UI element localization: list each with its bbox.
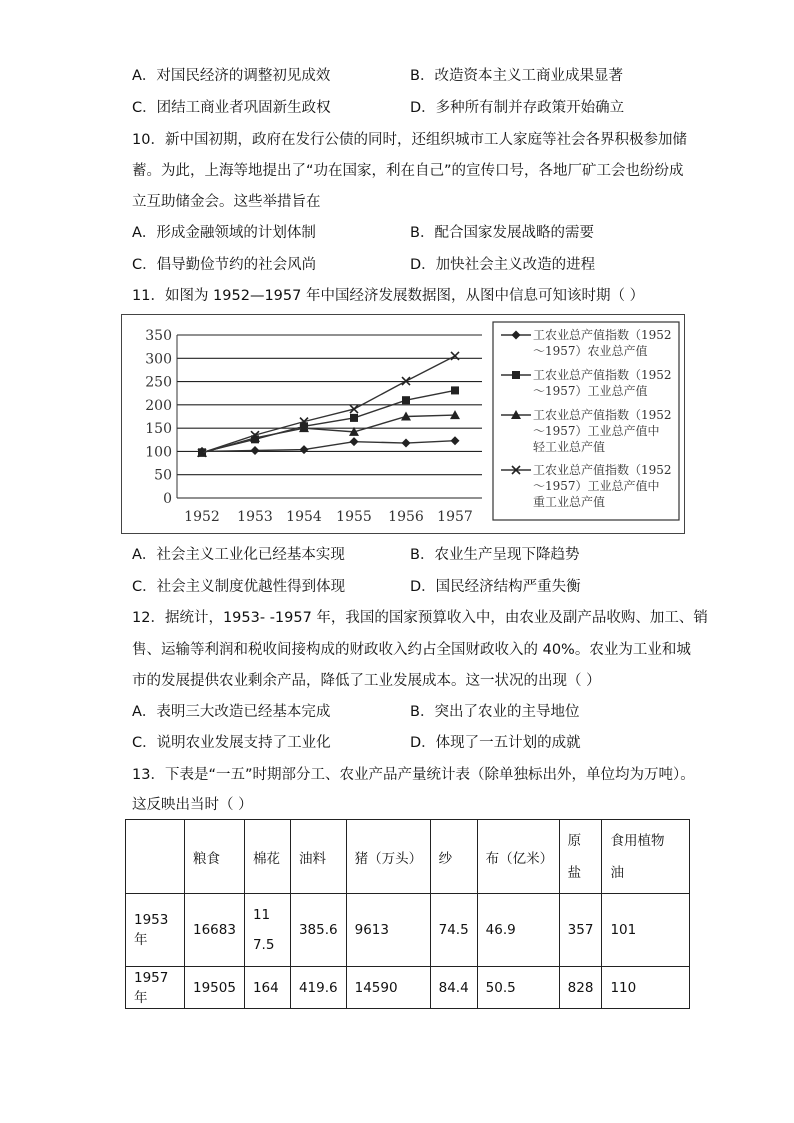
q13-stem-line2: 这反映出当时（ ）: [132, 797, 253, 813]
table-row: [126, 967, 690, 1009]
q10-option-a: A．形成金融领域的计划体制: [132, 225, 316, 241]
legend-label: ～1957）农业总产值: [533, 344, 648, 358]
q10-stem-line3: 立互助储金会。这些举措旨在: [132, 194, 321, 210]
square-marker: [402, 396, 410, 404]
q12-stem-line1: 12．据统计，1953- -1957 年，我国的国家预算收入中，由农业及副产品收购、加工、销: [132, 610, 708, 626]
table-cell: 419.6: [290, 967, 346, 1009]
q11-option-c: C．社会主义制度优越性得到体现: [132, 579, 346, 595]
table-cell: 357: [559, 894, 602, 967]
table-cell: 828: [559, 967, 602, 1009]
legend-label: ～1957）工业总产值中: [533, 479, 660, 493]
header-cell: 猪（万头）: [346, 820, 430, 894]
legend-label: 工农业总产值指数（1952: [533, 463, 672, 477]
q10-option-d: D．加快社会主义改造的进程: [410, 257, 596, 273]
table-cell: 9613: [346, 894, 430, 967]
x-tick-label: 1957: [437, 509, 473, 525]
series-line: [202, 415, 455, 453]
table-cell: 74.5: [430, 894, 477, 967]
diamond-marker: [350, 437, 359, 446]
table-cell: 164: [244, 967, 290, 1009]
table-cell: 50.5: [477, 967, 559, 1009]
y-tick-label: 350: [145, 328, 172, 344]
legend-label: 工农业总产值指数（1952: [533, 368, 672, 382]
legend-label: 工农业总产值指数（1952: [533, 328, 672, 342]
q11-option-d: D．国民经济结构严重失衡: [410, 579, 581, 595]
legend-label: 重工业总产值: [533, 495, 606, 509]
table-cell: 19505: [185, 967, 245, 1009]
chart-svg: [122, 315, 684, 533]
diamond-marker: [451, 436, 460, 445]
diamond-marker: [251, 446, 260, 455]
table-cell: 1957年: [126, 967, 185, 1009]
legend-label: ～1957）工业总产值: [533, 384, 648, 398]
legend-label: 轻工业总产值: [533, 440, 606, 454]
q12-option-b: B．突出了农业的主导地位: [410, 704, 580, 720]
table-cell: 101: [602, 894, 690, 967]
header-cell: 粮食: [185, 820, 245, 894]
table-cell: 46.9: [477, 894, 559, 967]
y-tick-label: 0: [163, 491, 172, 507]
table-cell: 1953年: [126, 894, 185, 967]
x-tick-label: 1954: [286, 509, 322, 525]
production-table: [125, 819, 690, 1009]
header-cell: [126, 820, 185, 894]
square-marker: [451, 386, 459, 394]
y-tick-label: 200: [145, 397, 172, 414]
y-tick-label: 100: [145, 444, 172, 461]
q10-stem-line1: 10．新中国初期，政府在发行公债的同时，还组织城市工人家庭等社会各界积极参加储: [132, 132, 687, 148]
table-header-row: [126, 820, 690, 894]
table-cell: 110: [602, 967, 690, 1009]
q10-option-c: C．倡导勤俭节约的社会风尚: [132, 257, 317, 273]
table-cell: 14590: [346, 967, 430, 1009]
q11-stem: 11．如图为 1952—1957 年中国经济发展数据图，从图中信息可知该时期（ ）: [132, 288, 645, 304]
economic-chart: [121, 314, 685, 534]
q12-option-c: C．说明农业发展支持了工业化: [132, 735, 331, 751]
diamond-marker: [300, 445, 309, 454]
table-cell: 385.6: [290, 894, 346, 967]
table-cell: 117.5: [244, 894, 290, 967]
q12-option-d: D．体现了一五计划的成就: [410, 735, 581, 751]
x-tick-label: 1956: [388, 509, 424, 525]
table-cell: 84.4: [430, 967, 477, 1009]
x-tick-label: 1953: [237, 509, 273, 525]
y-tick-label: 250: [145, 374, 172, 391]
square-marker: [512, 371, 520, 379]
q10-option-b: B．配合国家发展战略的需要: [410, 225, 594, 241]
q11-option-a: A．社会主义工业化已经基本实现: [132, 547, 345, 563]
header-cell: 油料: [290, 820, 346, 894]
y-tick-label: 300: [145, 351, 172, 368]
y-tick-label: 150: [145, 421, 172, 438]
header-cell: 纱: [430, 820, 477, 894]
q11-option-b: B．农业生产呈现下降趋势: [410, 547, 580, 563]
header-cell: 食用植物油: [602, 820, 690, 894]
q13-stem-line1: 13．下表是“一五”时期部分工、农业产品产量统计表（除单独标出外，单位均为万吨）。: [132, 767, 695, 783]
x-tick-label: 1955: [336, 509, 372, 525]
q9-option-a: A．对国民经济的调整初见成效: [132, 68, 331, 84]
y-tick-label: 50: [154, 467, 172, 484]
q10-stem-line2: 蓄。为此，上海等地提出了“功在国家，利在自己”的宣传口号，各地厂矿工会也纷纷成: [132, 163, 684, 179]
header-cell: 布（亿米）: [477, 820, 559, 894]
q9-option-b: B．改造资本主义工商业成果显著: [410, 68, 623, 84]
header-cell: 原盐: [559, 820, 602, 894]
q9-option-d: D．多种所有制并存政策开始确立: [410, 100, 625, 116]
table-row: [126, 894, 690, 967]
q12-stem-line2: 售、运输等利润和税收间接构成的财政收入约占全国财政收入的 40%。农业为工业和城: [132, 642, 691, 658]
square-marker: [350, 414, 358, 422]
header-cell: 棉花: [244, 820, 290, 894]
legend-label: 工农业总产值指数（1952: [533, 408, 672, 422]
diamond-marker: [402, 439, 411, 448]
q9-option-c: C．团结工商业者巩固新生政权: [132, 100, 331, 116]
legend-label: ～1957）工业总产值中: [533, 424, 660, 438]
table-cell: 16683: [185, 894, 245, 967]
x-tick-label: 1952: [184, 509, 220, 525]
q12-option-a: A．表明三大改造已经基本完成: [132, 704, 331, 720]
q12-stem-line3: 市的发展提供农业剩余产品，降低了工业发展成本。这一状况的出现（ ）: [132, 673, 601, 689]
